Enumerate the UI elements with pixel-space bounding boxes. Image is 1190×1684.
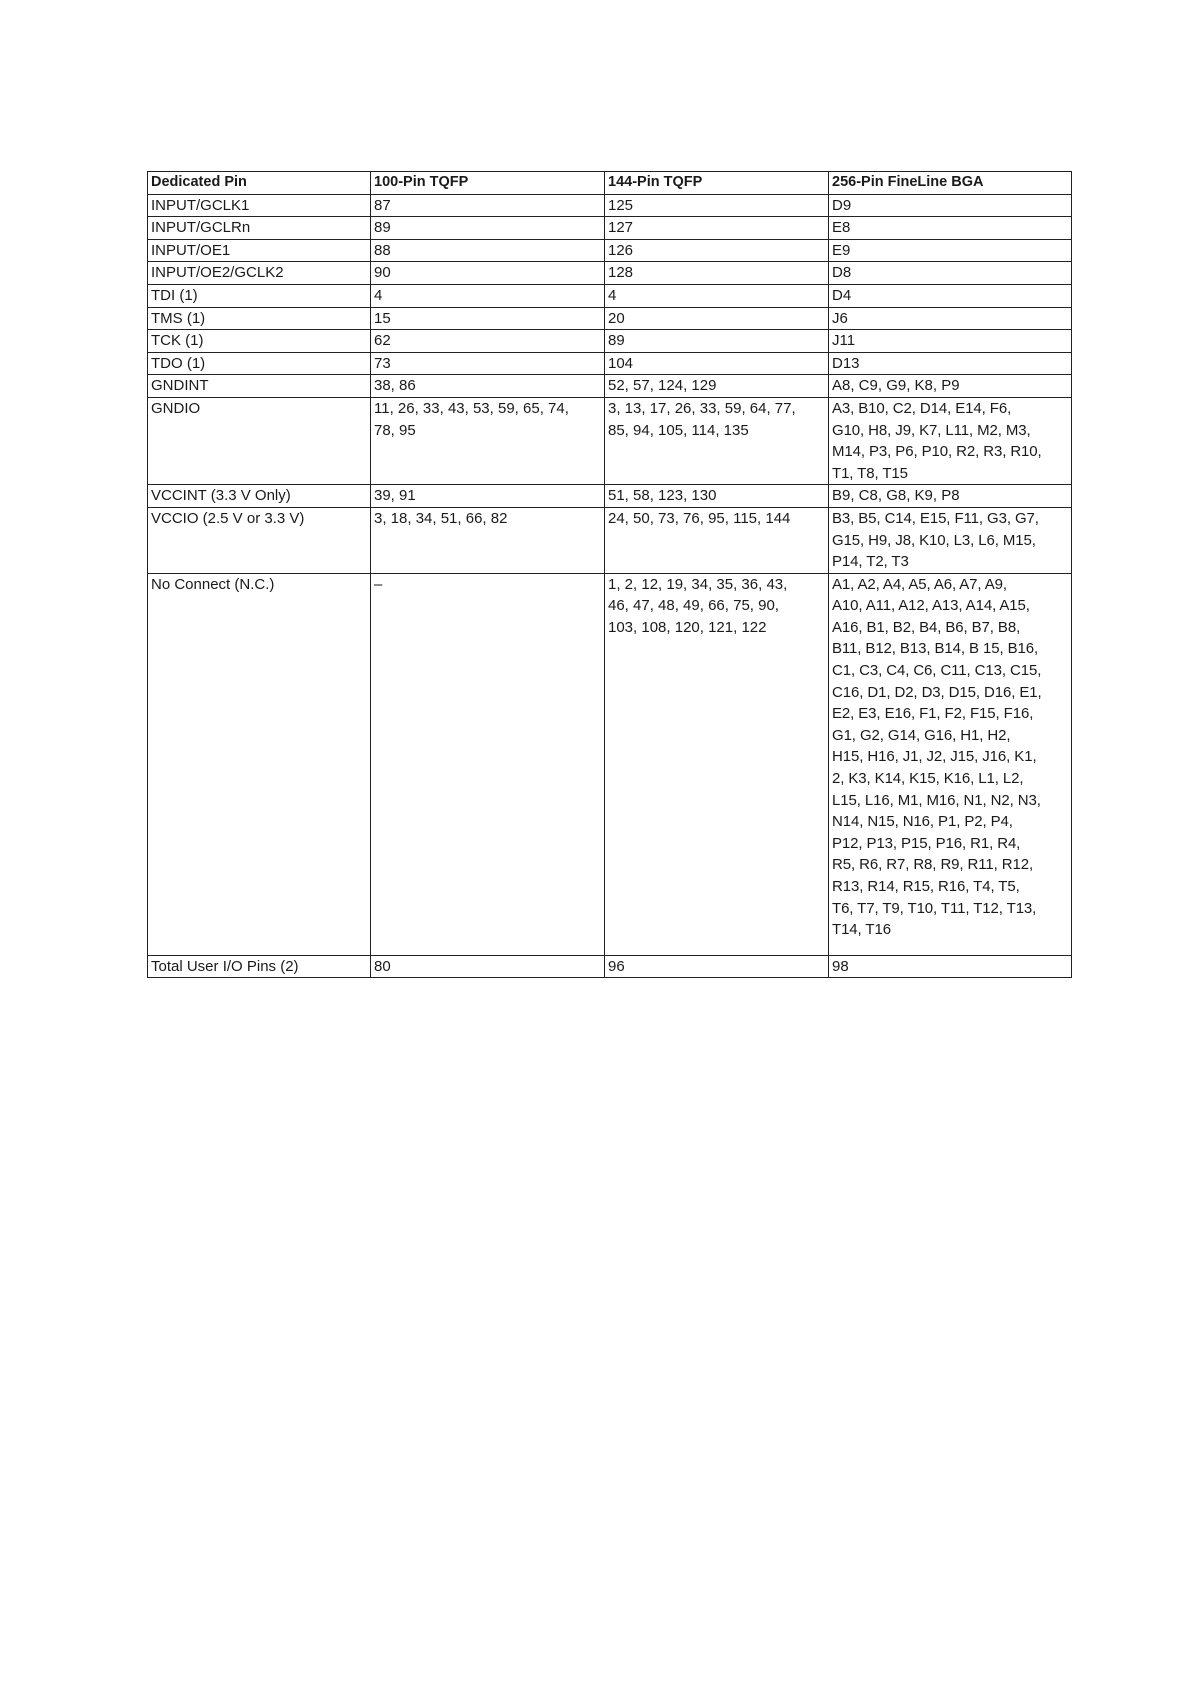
- bga256-cell: D9: [829, 194, 1072, 217]
- tqfp100-cell: –: [371, 573, 605, 955]
- table-row: [148, 573, 1072, 955]
- tqfp144-cell: 51, 58, 123, 130: [605, 485, 829, 508]
- tqfp100-cell: 62: [371, 330, 605, 353]
- tqfp100-cell: 4: [371, 284, 605, 307]
- pin-name-cell: No Connect (N.C.): [148, 573, 371, 955]
- pin-name-cell: VCCIO (2.5 V or 3.3 V): [148, 507, 371, 573]
- tqfp100-cell: 80: [371, 955, 605, 978]
- tqfp144-cell: 20: [605, 307, 829, 330]
- tqfp100-cell: 38, 86: [371, 375, 605, 398]
- tqfp144-cell: 4: [605, 284, 829, 307]
- tqfp100-cell: 3, 18, 34, 51, 66, 82: [371, 507, 605, 573]
- bga256-cell: 98: [829, 955, 1072, 978]
- bga256-cell: E8: [829, 217, 1072, 240]
- bga256-cell: J6: [829, 307, 1072, 330]
- pin-name-cell: TCK (1): [148, 330, 371, 353]
- pin-name-cell: INPUT/OE2/GCLK2: [148, 262, 371, 285]
- table-row: [148, 352, 1072, 375]
- tqfp100-cell: 88: [371, 239, 605, 262]
- header-100-pin-tqfp: 100-Pin TQFP: [371, 172, 605, 195]
- tqfp144-cell: 1, 2, 12, 19, 34, 35, 36, 43, 46, 47, 48, 49, 66, 75, 90, 103, 108, 120, 121, 122: [605, 573, 829, 955]
- table-row: [148, 397, 1072, 484]
- tqfp100-cell: 11, 26, 33, 43, 53, 59, 65, 74, 78, 95: [371, 397, 605, 484]
- tqfp100-cell: 87: [371, 194, 605, 217]
- table-row: [148, 507, 1072, 573]
- dedicated-pin-table: [147, 171, 1072, 978]
- table-row: [148, 485, 1072, 508]
- bga256-cell: B3, B5, C14, E15, F11, G3, G7, G15, H9, J8, K10, L3, L6, M15, P14, T2, T3: [829, 507, 1072, 573]
- pin-name-cell: VCCINT (3.3 V Only): [148, 485, 371, 508]
- header-144-pin-tqfp: 144-Pin TQFP: [605, 172, 829, 195]
- tqfp144-cell: 96: [605, 955, 829, 978]
- tqfp144-cell: 127: [605, 217, 829, 240]
- tqfp100-cell: 39, 91: [371, 485, 605, 508]
- table-row: [148, 194, 1072, 217]
- tqfp144-cell: 24, 50, 73, 76, 95, 115, 144: [605, 507, 829, 573]
- table-header-row: [148, 172, 1072, 195]
- table-row: [148, 239, 1072, 262]
- pin-name-cell: INPUT/GCLRn: [148, 217, 371, 240]
- tqfp144-cell: 104: [605, 352, 829, 375]
- bga256-cell: A8, C9, G9, K8, P9: [829, 375, 1072, 398]
- bga256-cell: D8: [829, 262, 1072, 285]
- table-row: [148, 307, 1072, 330]
- header-dedicated-pin: Dedicated Pin: [148, 172, 371, 195]
- tqfp144-cell: 89: [605, 330, 829, 353]
- bga256-cell: A1, A2, A4, A5, A6, A7, A9, A10, A11, A12, A13, A14, A15, A16, B1, B2, B4, B6, B7, B8, B11, B12, B13, B14, B 15, B16, C1, C3, C4, C6, C11, C13, C15, C16, D1, D2, D3, D15, D16, E1, E2, E3, E16, F1, F2, F15, F16, G1, G2, G14, G16, H1, H2, H15, H16, J1, J2, J15, J16, K1, 2, K3, K14, K15, K16, L1, L2, L15, L16, M1, M16, N1, N2, N3, N14, N15, N16, P1, P2, P4, P12, P13, P15, P16, R1, R4, R5, R6, R7, R8, R9, R11, R12, R13, R14, R15, R16, T4, T5, T6, T7, T9, T10, T11, T12, T13, T14, T16: [829, 573, 1072, 955]
- table-row: [148, 262, 1072, 285]
- bga256-cell: J11: [829, 330, 1072, 353]
- bga256-cell: D4: [829, 284, 1072, 307]
- pin-name-cell: INPUT/OE1: [148, 239, 371, 262]
- pin-name-cell: INPUT/GCLK1: [148, 194, 371, 217]
- bga256-cell: A3, B10, C2, D14, E14, F6, G10, H8, J9, K7, L11, M2, M3, M14, P3, P6, P10, R2, R3, R10, T1, T8, T15: [829, 397, 1072, 484]
- pin-name-cell: TDO (1): [148, 352, 371, 375]
- bga256-cell: D13: [829, 352, 1072, 375]
- header-256-pin-fineline-bga: 256-Pin FineLine BGA: [829, 172, 1072, 195]
- tqfp100-cell: 15: [371, 307, 605, 330]
- pin-name-cell: GNDINT: [148, 375, 371, 398]
- pin-name-cell: TMS (1): [148, 307, 371, 330]
- bga256-cell: B9, C8, G8, K9, P8: [829, 485, 1072, 508]
- bga256-cell: E9: [829, 239, 1072, 262]
- tqfp144-cell: 126: [605, 239, 829, 262]
- table-row: [148, 375, 1072, 398]
- pin-name-cell: TDI (1): [148, 284, 371, 307]
- pin-name-cell: GNDIO: [148, 397, 371, 484]
- tqfp144-cell: 125: [605, 194, 829, 217]
- tqfp100-cell: 90: [371, 262, 605, 285]
- table-row: [148, 955, 1072, 978]
- tqfp144-cell: 52, 57, 124, 129: [605, 375, 829, 398]
- table-row: [148, 330, 1072, 353]
- tqfp144-cell: 3, 13, 17, 26, 33, 59, 64, 77, 85, 94, 105, 114, 135: [605, 397, 829, 484]
- tqfp144-cell: 128: [605, 262, 829, 285]
- table-row: [148, 217, 1072, 240]
- table-row: [148, 284, 1072, 307]
- tqfp100-cell: 73: [371, 352, 605, 375]
- tqfp100-cell: 89: [371, 217, 605, 240]
- pin-name-cell: Total User I/O Pins (2): [148, 955, 371, 978]
